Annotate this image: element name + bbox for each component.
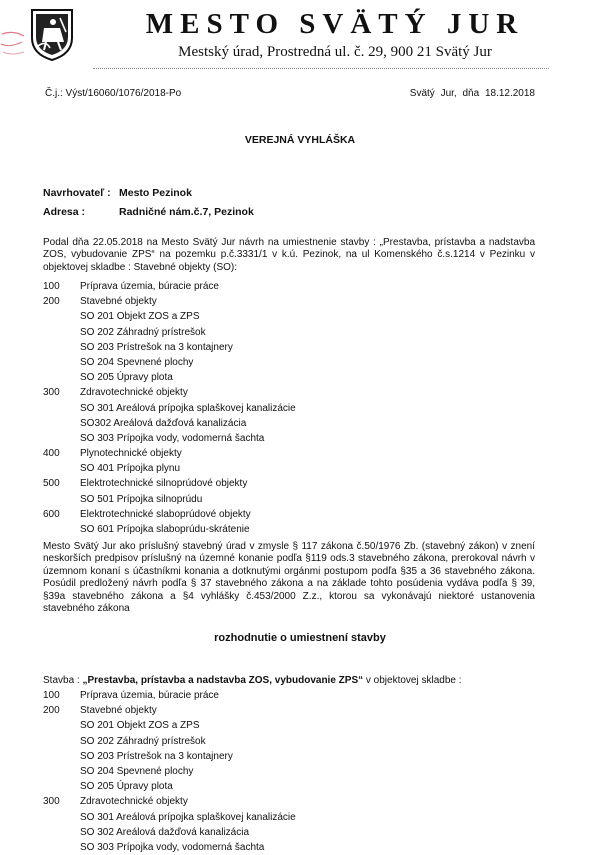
sub-object-name: SO 205 Úpravy plota: [80, 781, 173, 793]
legal-basis-paragraph: Mesto Svätý Jur ako príslušný stavebný úrad v zmysle § 117 zákona č.50/1976 Zb. (stavebný zákon) v znení neskorších predpisov príslušný na územné konanie podľa §119 ods.3 stavebného zákona, prerokoval návrh v územnom konaní s účastníkmi konania a dotknutými orgánmi postupom podľa §35 a 36 stavebného zákona. Posúdil predložený návrh podľa § 37 stavebného zákona a na základe tohto posúdenia vydáva podľa § 39, §39a stavebného zákona a §4 vyhlášky č.453/2000 Z.z., ktorou sa vykonávajú niektoré ustanovenia stavebného zákona: [43, 541, 535, 615]
sub-object-row: [43, 840, 543, 855]
sub-object-name: SO 303 Prípojka vody, vodomerná šachta: [80, 841, 265, 853]
sub-object-row: [43, 749, 543, 764]
stavba-name: „Prestavba, prístavba a nadstavba ZOS, vybudovanie ZPS“: [82, 675, 364, 686]
header-divider: [93, 68, 549, 69]
coat-of-arms-icon: [30, 8, 74, 62]
sub-object-row: [43, 325, 543, 340]
sub-object-name: SO 202 Záhradný prístrešok: [80, 735, 206, 747]
object-group-name: Elektrotechnické silnoprúdové objekty: [80, 478, 248, 490]
town-name: MESTO SVÄTÝ JUR: [145, 8, 525, 40]
object-group-row: [43, 507, 543, 522]
object-group-row: [43, 688, 543, 703]
stavba-prefix: Stavba :: [43, 675, 83, 686]
intro-paragraph: Podal dňa 22.05.2018 na Mesto Svätý Jur návrh na umiestnenie stavby : „Prestavba, prístavba a nadstavba ZOS, vybudovanie ZPS“ na pozemku p.č.3331/1 v k.ú. Pezinok, na ul Komenského č.s.1214 v Pezinku v objektovej skladbe : Stavebné objekty (SO):: [43, 237, 535, 273]
sub-object-row: [43, 779, 543, 794]
sub-object-name: SO 501 Prípojka silnoprúdu: [80, 493, 203, 505]
reference-number: Č.j.: Výst/16060/1076/2018-Po: [45, 88, 182, 99]
object-group-name: Elektrotechnické slaboprúdové objekty: [80, 508, 251, 520]
sub-object-row: [43, 355, 543, 370]
sub-object-name: SO 303 Prípojka vody, vodomerná šachta: [80, 432, 265, 444]
object-group-number: 100: [43, 281, 60, 292]
stavba-suffix: v objektovej skladbe :: [363, 675, 462, 686]
object-group-name: Stavebné objekty: [80, 296, 157, 308]
sub-object-row: [43, 718, 543, 733]
object-group-name: Príprava územia, búracie práce: [80, 281, 219, 292]
red-stamp-icon: [0, 30, 26, 58]
object-group-row: [43, 794, 543, 809]
sub-object-row: [43, 416, 543, 431]
object-group-number: 400: [43, 448, 60, 460]
object-group-name: Zdravotechnické objekty: [80, 387, 188, 399]
sub-object-row: [43, 810, 543, 825]
object-list: [43, 279, 543, 537]
object-group-number: 200: [43, 705, 60, 717]
decision-heading: rozhodnutie o umiestnení stavby: [214, 632, 386, 644]
address-label: Adresa :: [43, 206, 86, 218]
office-address: Mestský úrad, Prostredná ul. č. 29, 900 21 Svätý Jur: [178, 44, 492, 60]
object-group-number: 100: [43, 690, 60, 701]
sub-object-name: SO 201 Objekt ZOS a ZPS: [80, 720, 200, 732]
sub-object-name: SO 301 Areálová prípojka splaškovej kanalizácie: [80, 811, 296, 823]
object-group-number: 200: [43, 296, 60, 308]
object-group-number: 500: [43, 478, 60, 490]
applicant-value: Mesto Pezinok: [119, 187, 192, 199]
sub-object-row: [43, 309, 543, 324]
object-list-decision: [43, 688, 543, 855]
sub-object-row: [43, 340, 543, 355]
sub-object-row: [43, 825, 543, 840]
sub-object-row: [43, 492, 543, 507]
sub-object-row: [43, 764, 543, 779]
object-group-row: [43, 476, 543, 491]
sub-object-name: SO 201 Objekt ZOS a ZPS: [80, 311, 200, 323]
stavba-line: [43, 675, 462, 686]
address-value: Radničné nám.č.7, Pezinok: [119, 206, 254, 218]
object-group-number: 300: [43, 387, 60, 399]
sub-object-row: [43, 461, 543, 476]
sub-object-name: SO 204 Spevnené plochy: [80, 765, 194, 777]
object-group-row: [43, 294, 543, 309]
sub-object-name: SO 401 Prípojka plynu: [80, 463, 181, 475]
sub-object-name: SO302 Areálová dažďová kanalizácia: [80, 417, 247, 429]
sub-object-row: [43, 522, 543, 537]
object-group-number: 300: [43, 796, 60, 808]
sub-object-row: [43, 734, 543, 749]
sub-object-name: SO 202 Záhradný prístrešok: [80, 326, 206, 338]
object-group-number: 600: [43, 508, 60, 520]
object-group-row: [43, 385, 543, 400]
sub-object-name: SO 203 Prístrešok na 3 kontajnery: [80, 341, 233, 353]
sub-object-name: SO 205 Úpravy plota: [80, 372, 173, 384]
sub-object-name: SO 301 Areálová prípojka splaškovej kanalizácie: [80, 402, 296, 414]
sub-object-row: [43, 401, 543, 416]
object-group-name: Príprava územia, búracie práce: [80, 690, 219, 701]
sub-object-name: SO 203 Prístrešok na 3 kontajnery: [80, 750, 233, 762]
document-title: VEREJNÁ VYHLÁŠKA: [244, 134, 356, 146]
applicant-label: Navrhovateľ :: [43, 187, 111, 199]
sub-object-name: SO 204 Spevnené plochy: [80, 356, 194, 368]
object-group-name: Plynotechnické objekty: [80, 448, 182, 460]
object-group-name: Zdravotechnické objekty: [80, 796, 188, 808]
sub-object-name: SO 601 Prípojka slaboprúdu-skrátenie: [80, 524, 250, 535]
sub-object-row: [43, 370, 543, 385]
object-group-row: [43, 279, 543, 294]
date-line: Svätý Jur, dňa 18.12.2018: [409, 88, 535, 99]
sub-object-row: [43, 431, 543, 446]
object-group-row: [43, 703, 543, 718]
sub-object-name: SO 302 Areálová dažďová kanalizácia: [80, 826, 250, 838]
object-group-row: [43, 446, 543, 461]
object-group-name: Stavebné objekty: [80, 705, 157, 717]
